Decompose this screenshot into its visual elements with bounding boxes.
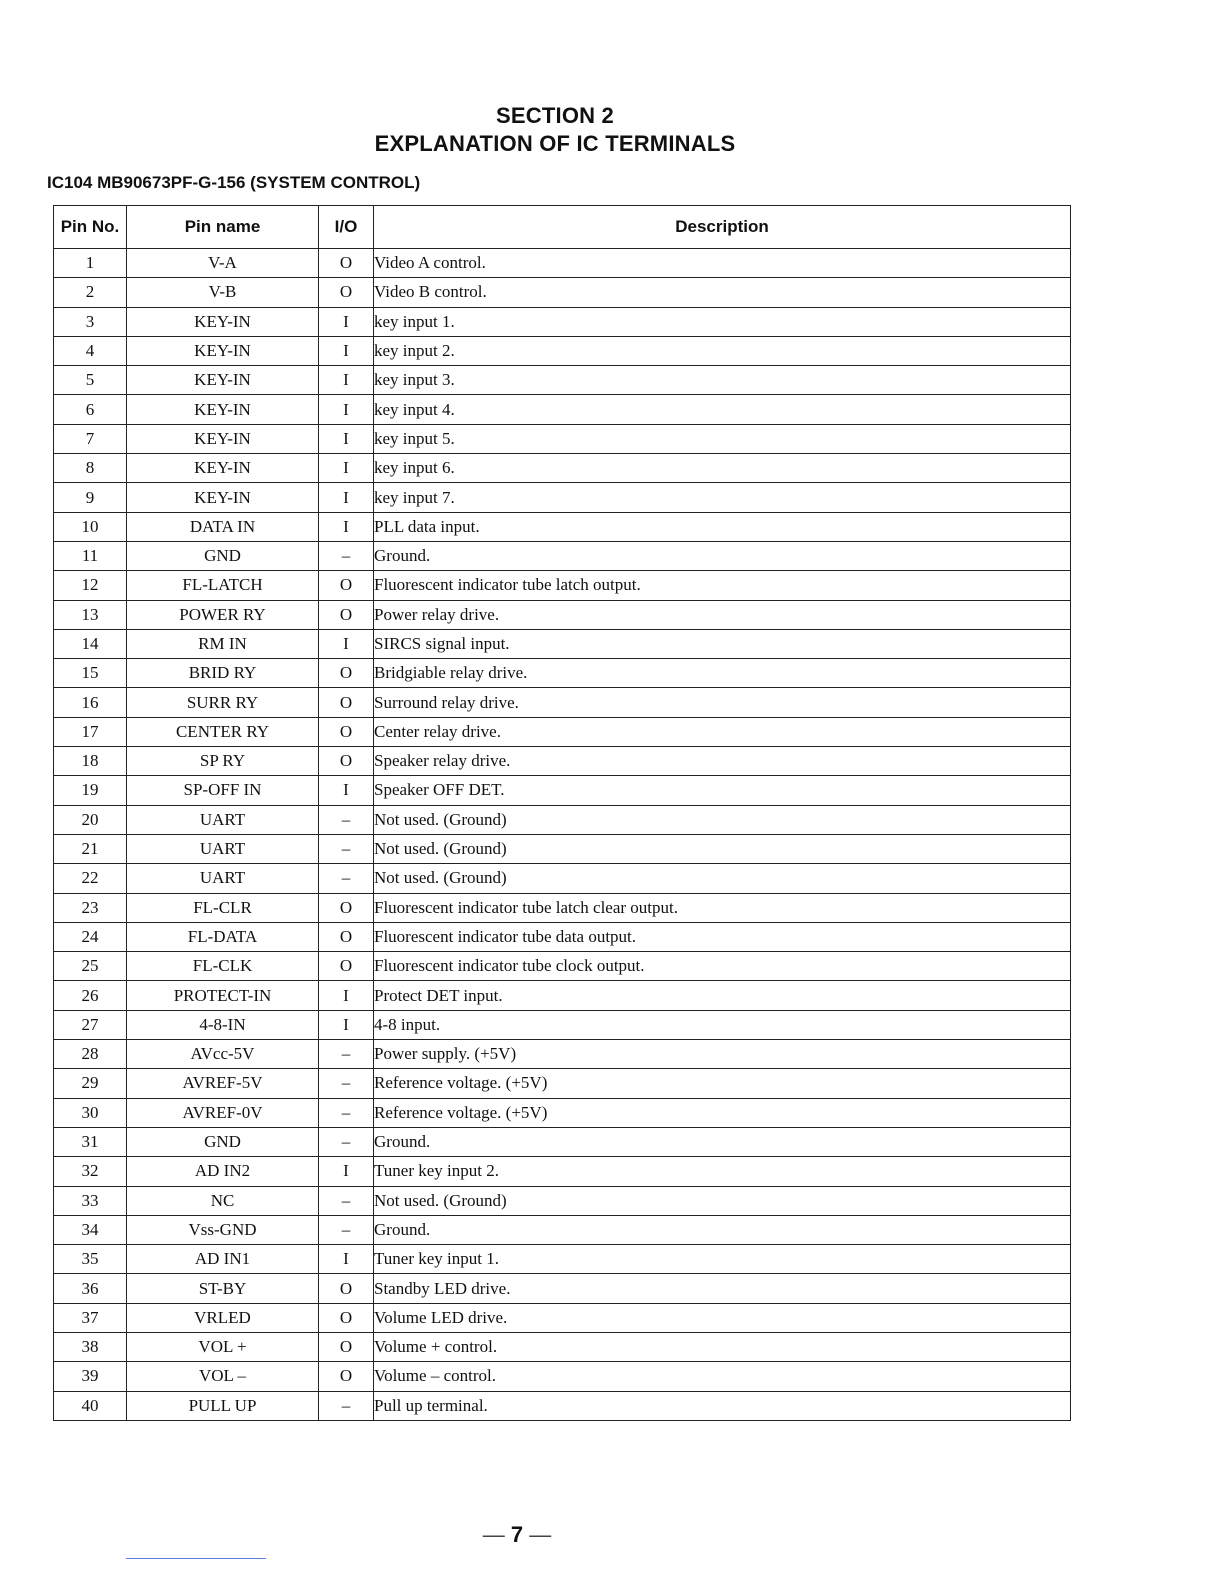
- table-row: [54, 864, 1071, 893]
- cell-pin-name: GND: [127, 1127, 319, 1156]
- cell-io: I: [319, 981, 374, 1010]
- cell-pin-name: AVREF-0V: [127, 1098, 319, 1127]
- cell-description: Power relay drive.: [374, 600, 1071, 629]
- table-row: [54, 1010, 1071, 1039]
- cell-io: –: [319, 1215, 374, 1244]
- cell-pin-name: SP-OFF IN: [127, 776, 319, 805]
- cell-description: key input 4.: [374, 395, 1071, 424]
- cell-pin-name: V-B: [127, 278, 319, 307]
- cell-description: Fluorescent indicator tube data output.: [374, 922, 1071, 951]
- table-row: [54, 952, 1071, 981]
- cell-pin-no: 29: [54, 1069, 127, 1098]
- cell-io: I: [319, 307, 374, 336]
- pin-table: [53, 205, 1071, 1421]
- cell-pin-no: 27: [54, 1010, 127, 1039]
- cell-pin-name: KEY-IN: [127, 366, 319, 395]
- section-subtitle: EXPLANATION OF IC TERMINALS: [374, 131, 736, 156]
- cell-pin-name: FL-DATA: [127, 922, 319, 951]
- cell-pin-no: 23: [54, 893, 127, 922]
- cell-pin-no: 16: [54, 688, 127, 717]
- cell-description: Reference voltage. (+5V): [374, 1098, 1071, 1127]
- cell-pin-name: FL-CLR: [127, 893, 319, 922]
- table-row: [54, 1157, 1071, 1186]
- cell-pin-no: 18: [54, 747, 127, 776]
- table-row: [54, 688, 1071, 717]
- cell-pin-name: KEY-IN: [127, 336, 319, 365]
- cell-pin-no: 40: [54, 1391, 127, 1420]
- cell-pin-name: PROTECT-IN: [127, 981, 319, 1010]
- cell-io: I: [319, 1010, 374, 1039]
- cell-pin-name: AVREF-5V: [127, 1069, 319, 1098]
- cell-pin-no: 22: [54, 864, 127, 893]
- cell-io: –: [319, 1098, 374, 1127]
- table-row: [54, 278, 1071, 307]
- cell-io: O: [319, 717, 374, 746]
- cell-pin-no: 28: [54, 1040, 127, 1069]
- footer-rule: [126, 1558, 266, 1559]
- table-row: [54, 307, 1071, 336]
- cell-pin-no: 24: [54, 922, 127, 951]
- cell-description: Volume – control.: [374, 1362, 1071, 1391]
- cell-io: O: [319, 249, 374, 278]
- table-row: [54, 981, 1071, 1010]
- cell-description: Fluorescent indicator tube latch output.: [374, 571, 1071, 600]
- cell-description: Not used. (Ground): [374, 805, 1071, 834]
- cell-pin-name: BRID RY: [127, 659, 319, 688]
- cell-io: –: [319, 1069, 374, 1098]
- cell-pin-no: 37: [54, 1303, 127, 1332]
- cell-description: Video A control.: [374, 249, 1071, 278]
- cell-description: key input 2.: [374, 336, 1071, 365]
- table-row: [54, 1098, 1071, 1127]
- table-row: [54, 834, 1071, 863]
- cell-io: –: [319, 1040, 374, 1069]
- cell-description: key input 6.: [374, 454, 1071, 483]
- cell-pin-no: 5: [54, 366, 127, 395]
- cell-pin-name: UART: [127, 864, 319, 893]
- cell-pin-name: DATA IN: [127, 512, 319, 541]
- cell-description: Not used. (Ground): [374, 834, 1071, 863]
- cell-pin-no: 33: [54, 1186, 127, 1215]
- table-row: [54, 541, 1071, 570]
- cell-pin-name: SURR RY: [127, 688, 319, 717]
- cell-io: O: [319, 922, 374, 951]
- cell-io: O: [319, 688, 374, 717]
- table-row: [54, 249, 1071, 278]
- cell-description: Bridgiable relay drive.: [374, 659, 1071, 688]
- table-row: [54, 717, 1071, 746]
- ic-title: IC104 MB90673PF-G-156 (SYSTEM CONTROL): [47, 173, 421, 192]
- page-number-footer: [0, 1522, 1034, 1548]
- table-row: [54, 1245, 1071, 1274]
- table-row: [54, 512, 1071, 541]
- cell-pin-no: 21: [54, 834, 127, 863]
- cell-pin-no: 7: [54, 424, 127, 453]
- cell-pin-no: 31: [54, 1127, 127, 1156]
- cell-pin-name: FL-CLK: [127, 952, 319, 981]
- table-body: [54, 249, 1071, 1421]
- table-row: [54, 454, 1071, 483]
- page-number: 7: [510, 1522, 524, 1547]
- table-row: [54, 1127, 1071, 1156]
- cell-description: Fluorescent indicator tube latch clear output.: [374, 893, 1071, 922]
- header-io: I/O: [319, 206, 374, 249]
- cell-pin-no: 17: [54, 717, 127, 746]
- table-row: [54, 600, 1071, 629]
- cell-pin-no: 39: [54, 1362, 127, 1391]
- cell-pin-name: 4-8-IN: [127, 1010, 319, 1039]
- cell-io: I: [319, 1157, 374, 1186]
- cell-description: Volume + control.: [374, 1332, 1071, 1361]
- footer-dash-left: —: [482, 1522, 505, 1547]
- cell-pin-no: 15: [54, 659, 127, 688]
- cell-description: Pull up terminal.: [374, 1391, 1071, 1420]
- cell-pin-name: KEY-IN: [127, 483, 319, 512]
- cell-pin-no: 12: [54, 571, 127, 600]
- cell-pin-no: 19: [54, 776, 127, 805]
- cell-pin-no: 26: [54, 981, 127, 1010]
- cell-pin-no: 14: [54, 629, 127, 658]
- cell-description: Tuner key input 2.: [374, 1157, 1071, 1186]
- cell-io: O: [319, 278, 374, 307]
- cell-pin-name: KEY-IN: [127, 395, 319, 424]
- cell-io: O: [319, 1332, 374, 1361]
- cell-description: Video B control.: [374, 278, 1071, 307]
- cell-pin-name: ST-BY: [127, 1274, 319, 1303]
- cell-io: O: [319, 952, 374, 981]
- table-header-row: [54, 206, 1071, 249]
- cell-io: O: [319, 1303, 374, 1332]
- section-title: SECTION 2: [496, 103, 614, 128]
- table-row: [54, 1186, 1071, 1215]
- cell-description: Center relay drive.: [374, 717, 1071, 746]
- cell-description: key input 7.: [374, 483, 1071, 512]
- cell-pin-name: FL-LATCH: [127, 571, 319, 600]
- cell-pin-name: GND: [127, 541, 319, 570]
- cell-io: O: [319, 659, 374, 688]
- cell-description: Protect DET input.: [374, 981, 1071, 1010]
- cell-pin-no: 1: [54, 249, 127, 278]
- cell-pin-no: 38: [54, 1332, 127, 1361]
- cell-io: O: [319, 893, 374, 922]
- table-row: [54, 805, 1071, 834]
- cell-description: Not used. (Ground): [374, 864, 1071, 893]
- cell-io: O: [319, 747, 374, 776]
- footer-dash-right: —: [529, 1522, 552, 1547]
- table-row: [54, 424, 1071, 453]
- cell-io: I: [319, 366, 374, 395]
- cell-io: I: [319, 512, 374, 541]
- cell-description: Ground.: [374, 1127, 1071, 1156]
- cell-pin-no: 6: [54, 395, 127, 424]
- cell-description: Tuner key input 1.: [374, 1245, 1071, 1274]
- cell-io: I: [319, 483, 374, 512]
- cell-description: Ground.: [374, 541, 1071, 570]
- cell-pin-name: SP RY: [127, 747, 319, 776]
- cell-io: –: [319, 834, 374, 863]
- table-row: [54, 922, 1071, 951]
- cell-description: Ground.: [374, 1215, 1071, 1244]
- cell-io: I: [319, 454, 374, 483]
- cell-pin-name: KEY-IN: [127, 307, 319, 336]
- cell-pin-name: UART: [127, 805, 319, 834]
- cell-pin-no: 35: [54, 1245, 127, 1274]
- table-row: [54, 1040, 1071, 1069]
- table-row: [54, 659, 1071, 688]
- table-row: [54, 366, 1071, 395]
- cell-description: Surround relay drive.: [374, 688, 1071, 717]
- cell-pin-name: AD IN1: [127, 1245, 319, 1274]
- cell-description: Speaker relay drive.: [374, 747, 1071, 776]
- table-row: [54, 1215, 1071, 1244]
- cell-io: –: [319, 864, 374, 893]
- header-pin-no: Pin No.: [54, 206, 127, 249]
- cell-description: 4-8 input.: [374, 1010, 1071, 1039]
- cell-description: SIRCS signal input.: [374, 629, 1071, 658]
- cell-description: Reference voltage. (+5V): [374, 1069, 1071, 1098]
- cell-pin-name: AD IN2: [127, 1157, 319, 1186]
- cell-io: O: [319, 1274, 374, 1303]
- cell-description: Volume LED drive.: [374, 1303, 1071, 1332]
- cell-io: O: [319, 571, 374, 600]
- cell-io: –: [319, 541, 374, 570]
- cell-pin-no: 25: [54, 952, 127, 981]
- table-row: [54, 1274, 1071, 1303]
- cell-pin-name: RM IN: [127, 629, 319, 658]
- table-row: [54, 1332, 1071, 1361]
- cell-pin-name: NC: [127, 1186, 319, 1215]
- table-row: [54, 1069, 1071, 1098]
- table-row: [54, 571, 1071, 600]
- cell-description: Fluorescent indicator tube clock output.: [374, 952, 1071, 981]
- table-row: [54, 629, 1071, 658]
- cell-pin-name: KEY-IN: [127, 454, 319, 483]
- cell-description: Speaker OFF DET.: [374, 776, 1071, 805]
- cell-io: I: [319, 395, 374, 424]
- cell-pin-name: KEY-IN: [127, 424, 319, 453]
- table-row: [54, 747, 1071, 776]
- cell-pin-name: VRLED: [127, 1303, 319, 1332]
- cell-pin-name: AVcc-5V: [127, 1040, 319, 1069]
- cell-io: O: [319, 1362, 374, 1391]
- cell-pin-name: VOL –: [127, 1362, 319, 1391]
- cell-pin-no: 4: [54, 336, 127, 365]
- table-row: [54, 1391, 1071, 1420]
- table-row: [54, 395, 1071, 424]
- cell-pin-no: 2: [54, 278, 127, 307]
- cell-description: PLL data input.: [374, 512, 1071, 541]
- cell-io: I: [319, 1245, 374, 1274]
- table-row: [54, 893, 1071, 922]
- cell-pin-name: CENTER RY: [127, 717, 319, 746]
- cell-io: –: [319, 1391, 374, 1420]
- cell-pin-name: UART: [127, 834, 319, 863]
- cell-pin-name: V-A: [127, 249, 319, 278]
- cell-io: I: [319, 629, 374, 658]
- cell-io: O: [319, 600, 374, 629]
- cell-pin-name: POWER RY: [127, 600, 319, 629]
- cell-io: I: [319, 776, 374, 805]
- cell-pin-no: 30: [54, 1098, 127, 1127]
- cell-description: Power supply. (+5V): [374, 1040, 1071, 1069]
- cell-description: Not used. (Ground): [374, 1186, 1071, 1215]
- cell-description: key input 1.: [374, 307, 1071, 336]
- cell-pin-no: 20: [54, 805, 127, 834]
- cell-description: key input 5.: [374, 424, 1071, 453]
- table-row: [54, 1362, 1071, 1391]
- cell-pin-name: VOL +: [127, 1332, 319, 1361]
- cell-description: Standby LED drive.: [374, 1274, 1071, 1303]
- cell-pin-name: Vss-GND: [127, 1215, 319, 1244]
- cell-pin-no: 10: [54, 512, 127, 541]
- cell-pin-no: 9: [54, 483, 127, 512]
- cell-pin-name: PULL UP: [127, 1391, 319, 1420]
- header-description: Description: [374, 206, 1071, 249]
- cell-io: I: [319, 424, 374, 453]
- table-row: [54, 1303, 1071, 1332]
- cell-io: –: [319, 1127, 374, 1156]
- cell-pin-no: 34: [54, 1215, 127, 1244]
- table-row: [54, 776, 1071, 805]
- cell-pin-no: 36: [54, 1274, 127, 1303]
- cell-pin-no: 32: [54, 1157, 127, 1186]
- cell-pin-no: 3: [54, 307, 127, 336]
- header-pin-name: Pin name: [127, 206, 319, 249]
- cell-pin-no: 13: [54, 600, 127, 629]
- table-row: [54, 483, 1071, 512]
- cell-description: key input 3.: [374, 366, 1071, 395]
- cell-io: –: [319, 805, 374, 834]
- cell-pin-no: 8: [54, 454, 127, 483]
- cell-io: –: [319, 1186, 374, 1215]
- cell-io: I: [319, 336, 374, 365]
- cell-pin-no: 11: [54, 541, 127, 570]
- table-row: [54, 336, 1071, 365]
